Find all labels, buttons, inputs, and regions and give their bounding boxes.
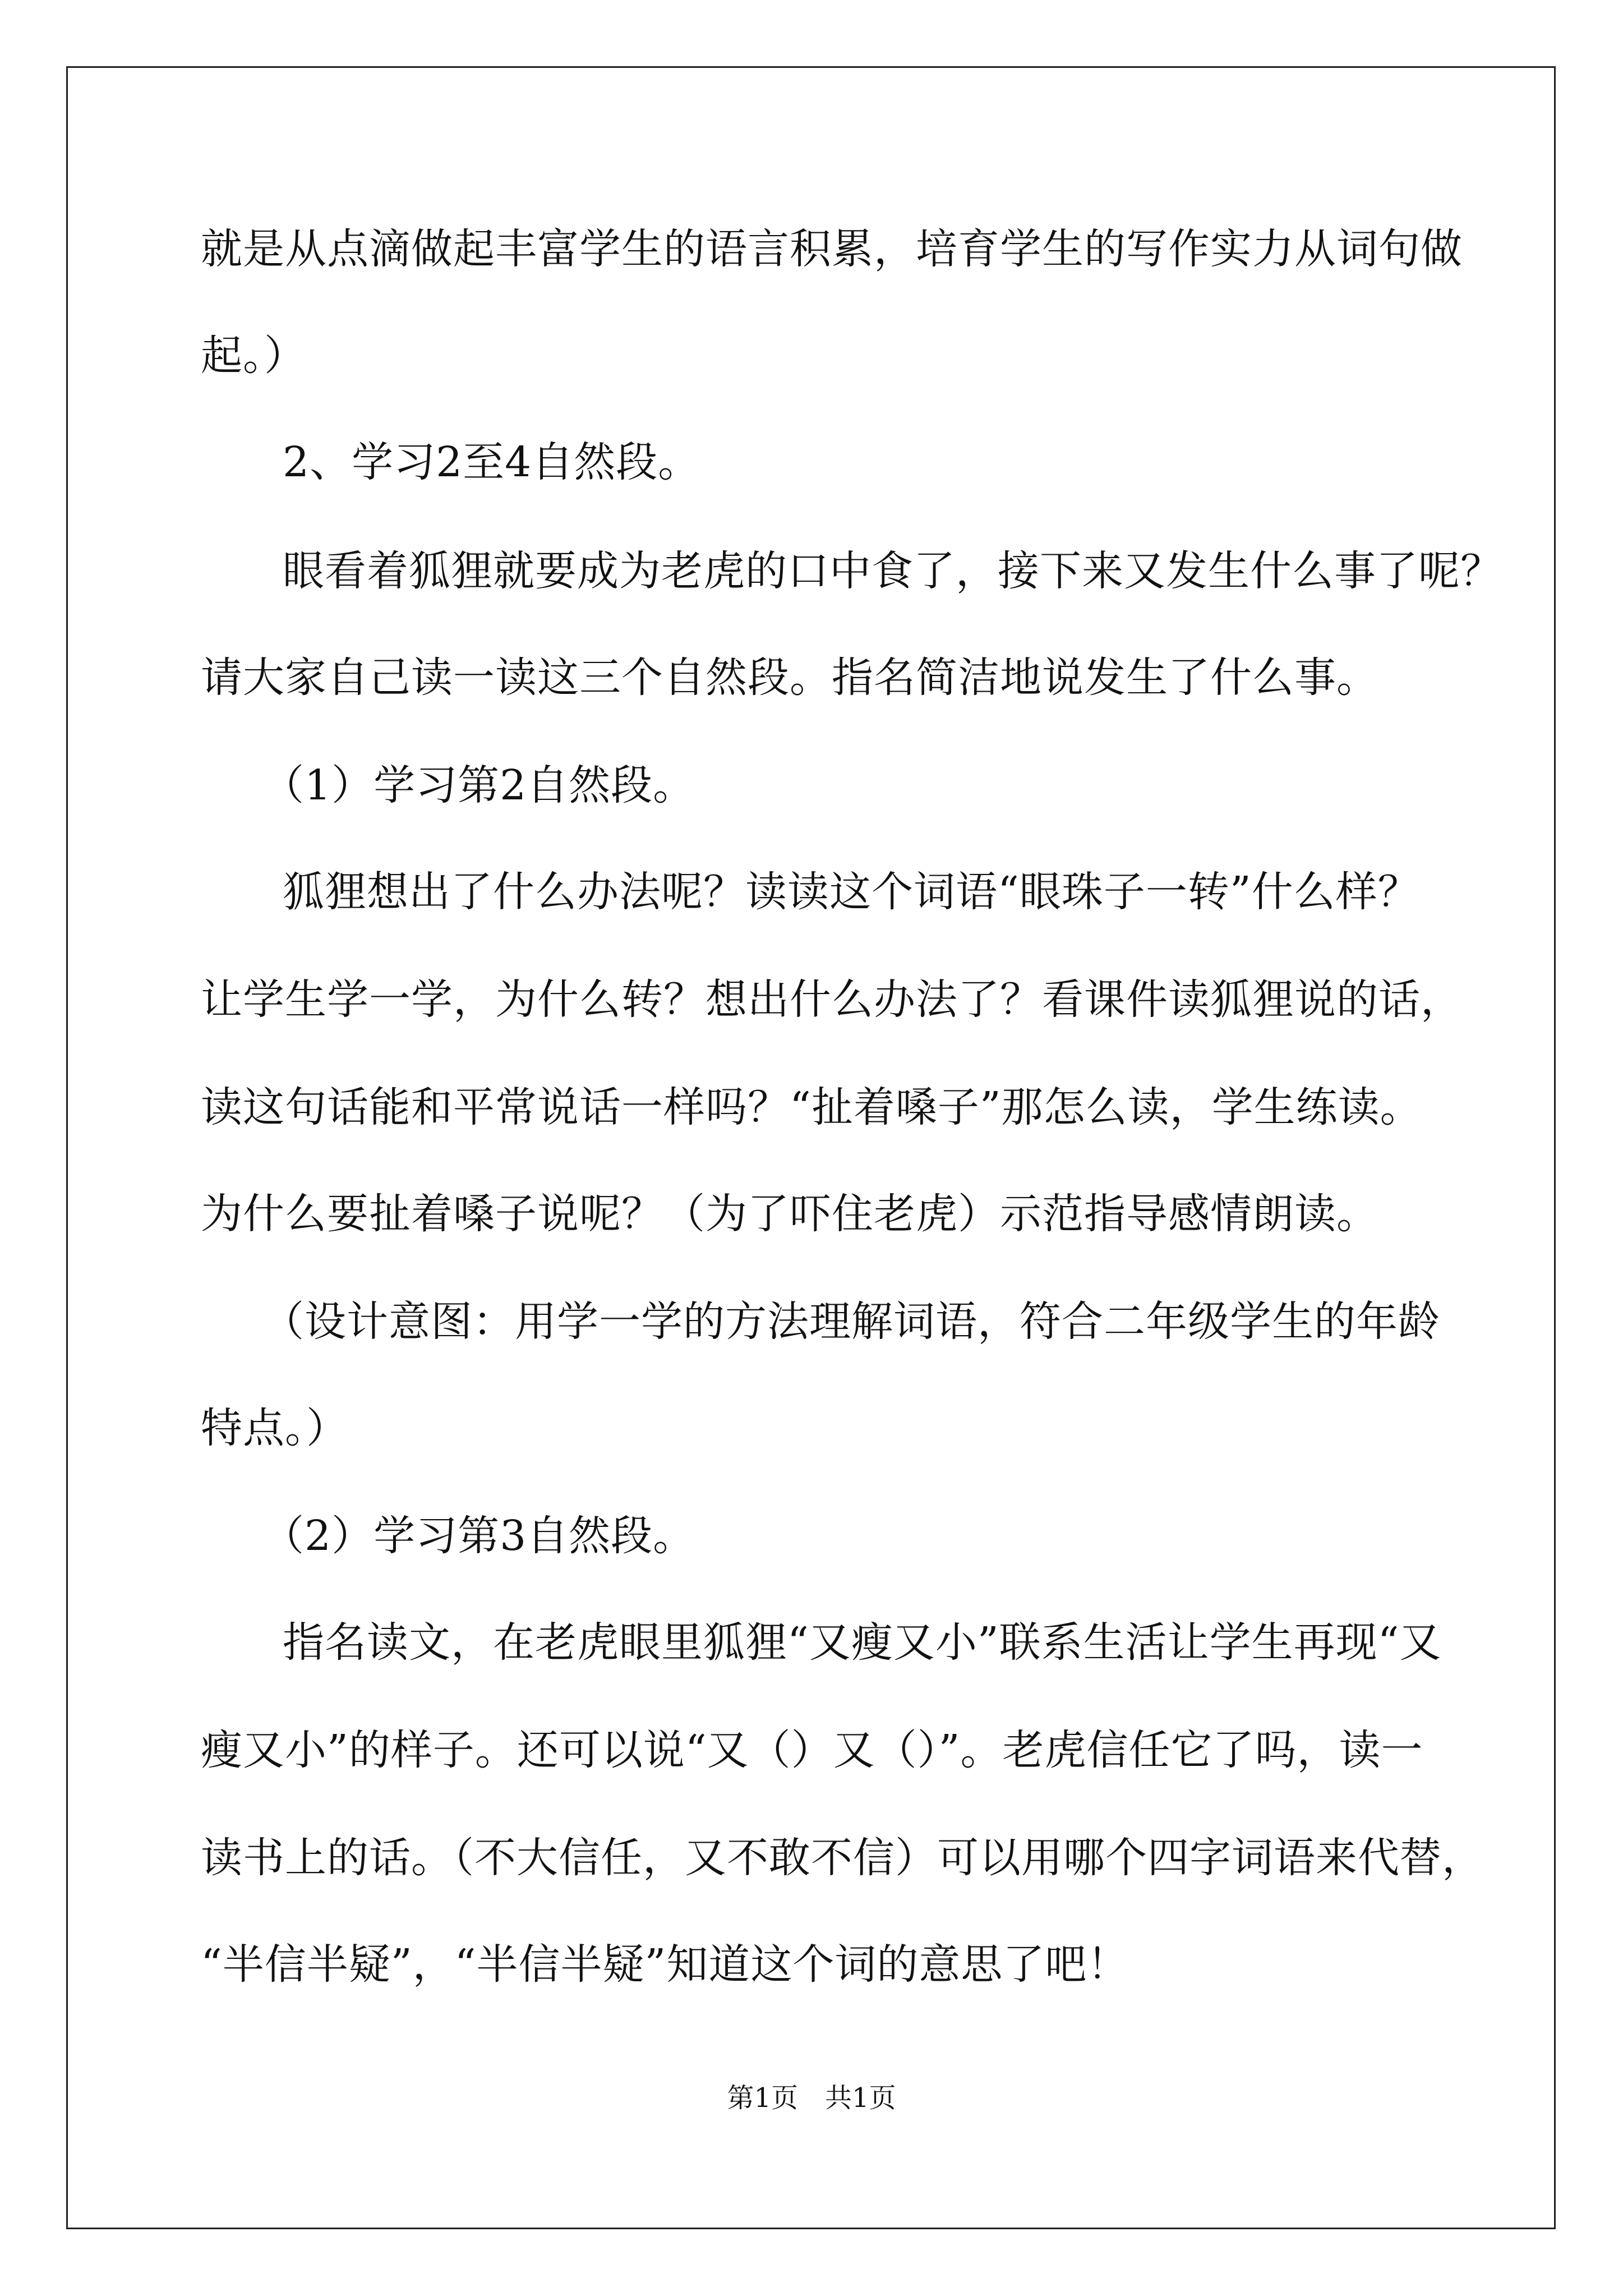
text-line: 狐狸想出了什么办法呢？读读这个词语“眼珠子一转”什么样？ [283, 868, 1420, 916]
text-line: 请大家自己读一读这三个自然段。指名简洁地说发生了什么事。 [201, 654, 1378, 702]
text-line: （1）学习第2自然段。 [262, 761, 695, 809]
text-line: 读这句话能和平常说话一样吗？“扯着嗓子”那怎么读，学生练读。 [201, 1083, 1422, 1131]
text-line: 为什么要扯着嗓子说呢？（为了吓住老虎）示范指导感情朗读。 [201, 1190, 1378, 1238]
page-border [66, 66, 1556, 2229]
text-line: 让学生学一学，为什么转？想出什么办法了？看课件读狐狸说的话， [201, 976, 1463, 1024]
text-line: （设计意图：用学一学的方法理解词语，符合二年级学生的年龄 [262, 1297, 1440, 1346]
text-line: （2）学习第3自然段。 [262, 1512, 695, 1560]
page-footer: 第1页 共1页 [727, 2082, 896, 2114]
text-line: 读书上的话。（不大信任，又不敢不信）可以用哪个四字词语来代替， [201, 1834, 1484, 1882]
text-line: 起。） [201, 332, 306, 380]
text-line: “半信半疑”，“半信半疑”知道这个词的意思了吧！ [201, 1940, 1129, 1989]
text-line: 2、学习2至4自然段。 [283, 438, 700, 486]
text-line: 眼看着狐狸就要成为老虎的口中食了，接下来又发生什么事了呢？ [283, 547, 1502, 595]
text-line: 指名读文，在老虎眼里狐狸“又瘦又小”联系生活让学生再现“又 [283, 1618, 1442, 1667]
text-line: 瘦又小”的样子。还可以说“又（）又（）”。老虎信任它了吗，读一 [201, 1726, 1423, 1774]
text-line: 特点。） [201, 1404, 348, 1452]
text-line: 就是从点滴做起丰富学生的语言积累，培育学生的写作实力从词句做 [201, 225, 1463, 273]
